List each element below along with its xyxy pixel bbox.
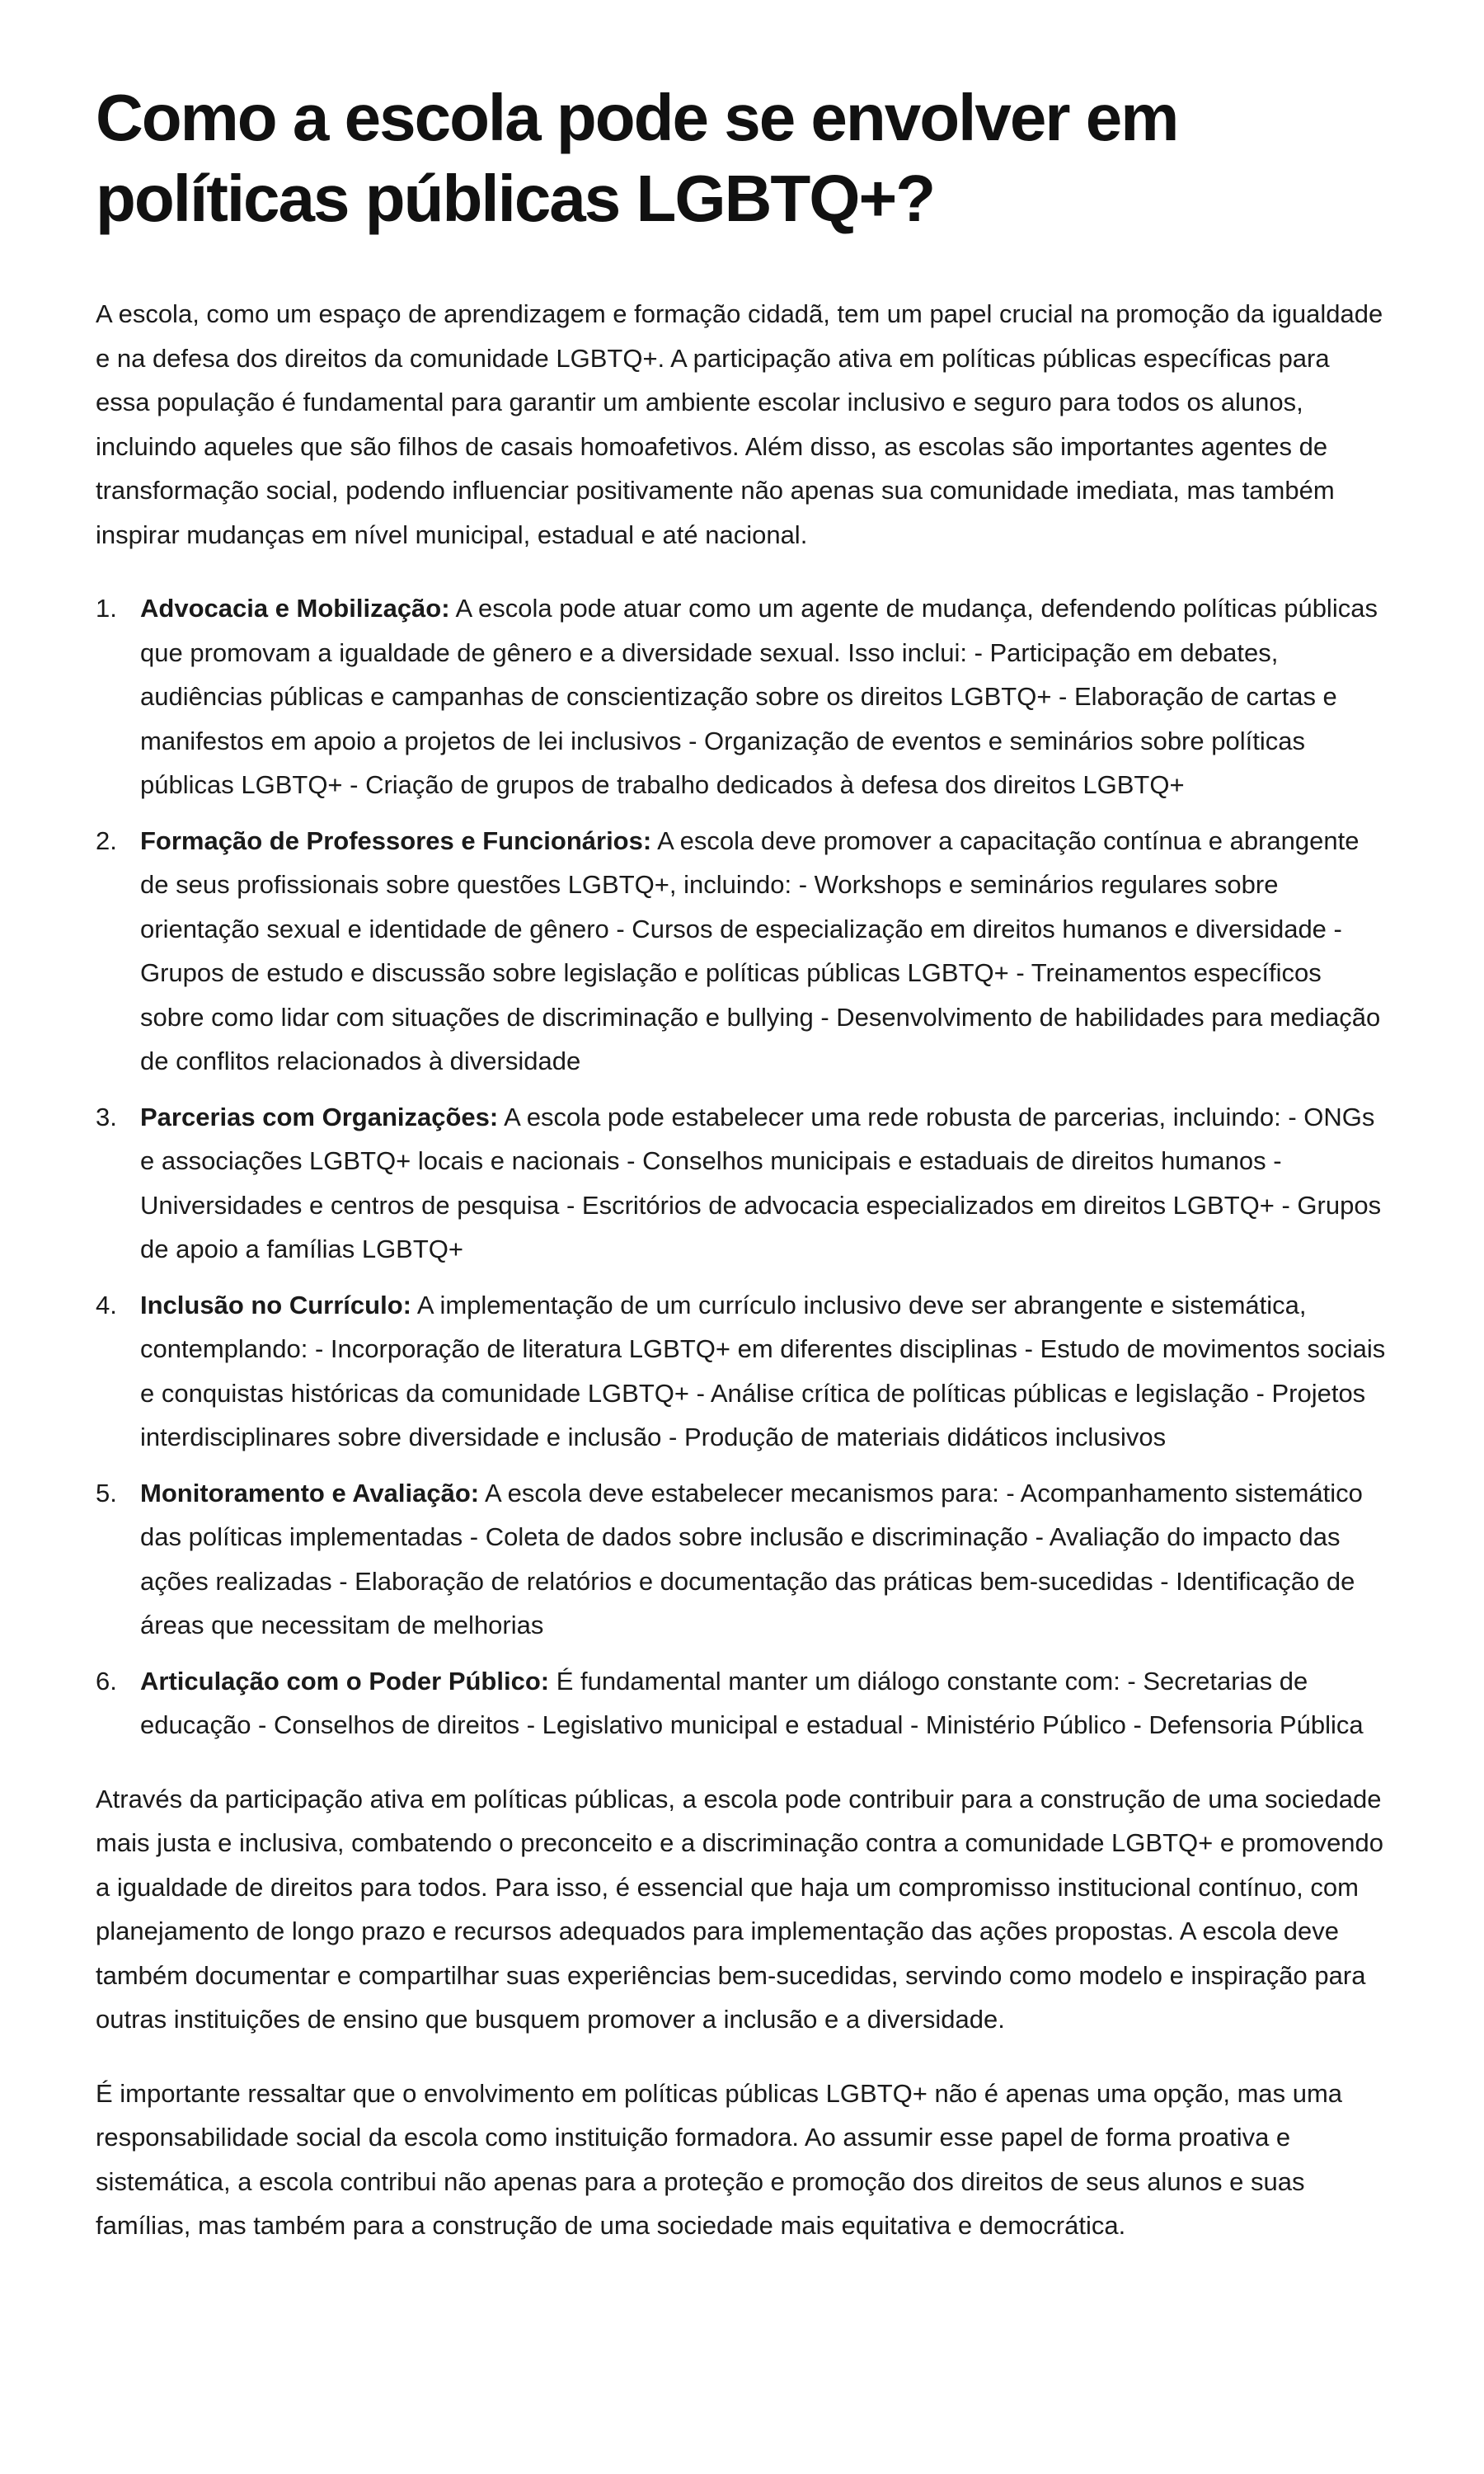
list-item-number: 5.	[96, 1478, 117, 1507]
list-item	[96, 1659, 1388, 1747]
list-item-heading: Monitoramento e Avaliação:	[140, 1478, 480, 1507]
list-item	[96, 1283, 1388, 1460]
list-item	[96, 819, 1388, 1084]
list-item	[96, 1095, 1388, 1272]
list-item-text: É fundamental manter um diálogo constante com: - Secretarias de educação - Conselhos de direitos - Legislativo municipal e estadual - Ministério Público - Defensoria Pública	[140, 1666, 1364, 1739]
list-item-text: A escola pode atuar como um agente de mudança, defendendo políticas públicas que promovam a igualdade de gênero e a diversidade sexual. Isso inclui: - Participação em debates, audiências públicas e campanhas de conscientização sobre os direitos LGBTQ+ - Elaboração de cartas e manifestos em apoio a projetos de lei inclusivos - Organização de eventos e seminários sobre políticas públicas LGBTQ+ - Criação de grupos de trabalho dedicados à defesa dos direitos LGBTQ+	[140, 594, 1378, 799]
list-item-heading: Inclusão no Currículo:	[140, 1290, 411, 1319]
list-item-text: A escola pode estabelecer uma rede robusta de parcerias, incluindo: - ONGs e associações LGBTQ+ locais e nacionais - Conselhos municipais e estaduais de direitos humanos - Universidades e centros de pesquisa - Escritórios de advocacia especializados em direitos LGBTQ+ - Grupos de apoio a famílias LGBTQ+	[140, 1102, 1382, 1263]
list-item-heading: Parcerias com Organizações:	[140, 1102, 499, 1131]
list-item-number: 1.	[96, 594, 117, 623]
list-item-number: 3.	[96, 1102, 117, 1131]
closing-paragraph: É importante ressaltar que o envolvimento em políticas públicas LGBTQ+ não é apenas uma opção, mas uma responsabilidade social da escola como instituição formadora. Ao assumir esse papel de forma proativa e sistemática, a escola contribui não apenas para a proteção e promoção dos direitos de seus alunos e suas famílias, mas também para a construção de uma sociedade mais equitativa e democrática.	[96, 2078, 1343, 2240]
page-title: Como a escola pode se envolver em políticas públicas LGBTQ+?	[96, 81, 1178, 235]
list-item-number: 2.	[96, 825, 117, 855]
list-item-number: 4.	[96, 1290, 117, 1319]
intro-paragraph: A escola, como um espaço de aprendizagem e formação cidadã, tem um papel crucial na promoção da igualdade e na defesa dos direitos da comunidade LGBTQ+. A participação ativa em políticas públicas específicas para essa população é fundamental para garantir um ambiente escolar inclusivo e seguro para todos os alunos, incluindo aqueles que são filhos de casais homoafetivos. Além disso, as escolas são importantes agentes de transformação social, podendo influenciar positivamente não apenas sua comunidade imediata, mas também inspirar mudanças em nível municipal, estadual e até nacional.	[96, 299, 1383, 549]
conclusion-paragraph: Através da participação ativa em políticas públicas, a escola pode contribuir para a construção de uma sociedade mais justa e inclusiva, combatendo o preconceito e a discriminação contra a comunidade LGBTQ+ e promovendo a igualdade de direitos para todos. Para isso, é essencial que haja um compromisso institucional contínuo, com planejamento de longo prazo e recursos adequados para implementação das ações propostas. A escola deve também documentar e compartilhar suas experiências bem-sucedidas, servindo como modelo e inspiração para outras instituições de ensino que busquem promover a inclusão e a diversidade.	[96, 1784, 1384, 2034]
list-item-text: A escola deve estabelecer mecanismos para: - Acompanhamento sistemático das políticas implementadas - Coleta de dados sobre inclusão e discriminação - Avaliação do impacto das ações realizadas - Elaboração de relatórios e documentação das práticas bem-sucedidas - Identificação de áreas que necessitam de melhorias	[140, 1478, 1363, 1639]
list-item-text: A escola deve promover a capacitação contínua e abrangente de seus profissionais sobre questões LGBTQ+, incluindo: - Workshops e seminários regulares sobre orientação sexual e identidade de gênero - Cursos de especialização em direitos humanos e diversidade - Grupos de estudo e discussão sobre legislação e políticas públicas LGBTQ+ - Treinamentos específicos sobre como lidar com situações de discriminação e bullying - Desenvolvimento de habilidades para mediação de conflitos relacionados à diversidade	[140, 825, 1381, 1075]
list-item-text: A implementação de um currículo inclusivo deve ser abrangente e sistemática, contemplando: - Incorporação de literatura LGBTQ+ em diferentes disciplinas - Estudo de movimentos sociais e conquistas históricas da comunidade LGBTQ+ - Análise crítica de políticas públicas e legislação - Projetos interdisciplinares sobre diversidade e inclusão - Produção de materiais didáticos inclusivos	[140, 1290, 1386, 1451]
list-item-heading: Formação de Professores e Funcionários:	[140, 825, 652, 855]
list-item-heading: Advocacia e Mobilização:	[140, 594, 450, 623]
numbered-list	[96, 586, 1388, 1747]
list-item	[96, 1471, 1388, 1648]
list-item-number: 6.	[96, 1666, 117, 1696]
list-item	[96, 586, 1388, 807]
list-item-heading: Articulação com o Poder Público:	[140, 1666, 550, 1696]
